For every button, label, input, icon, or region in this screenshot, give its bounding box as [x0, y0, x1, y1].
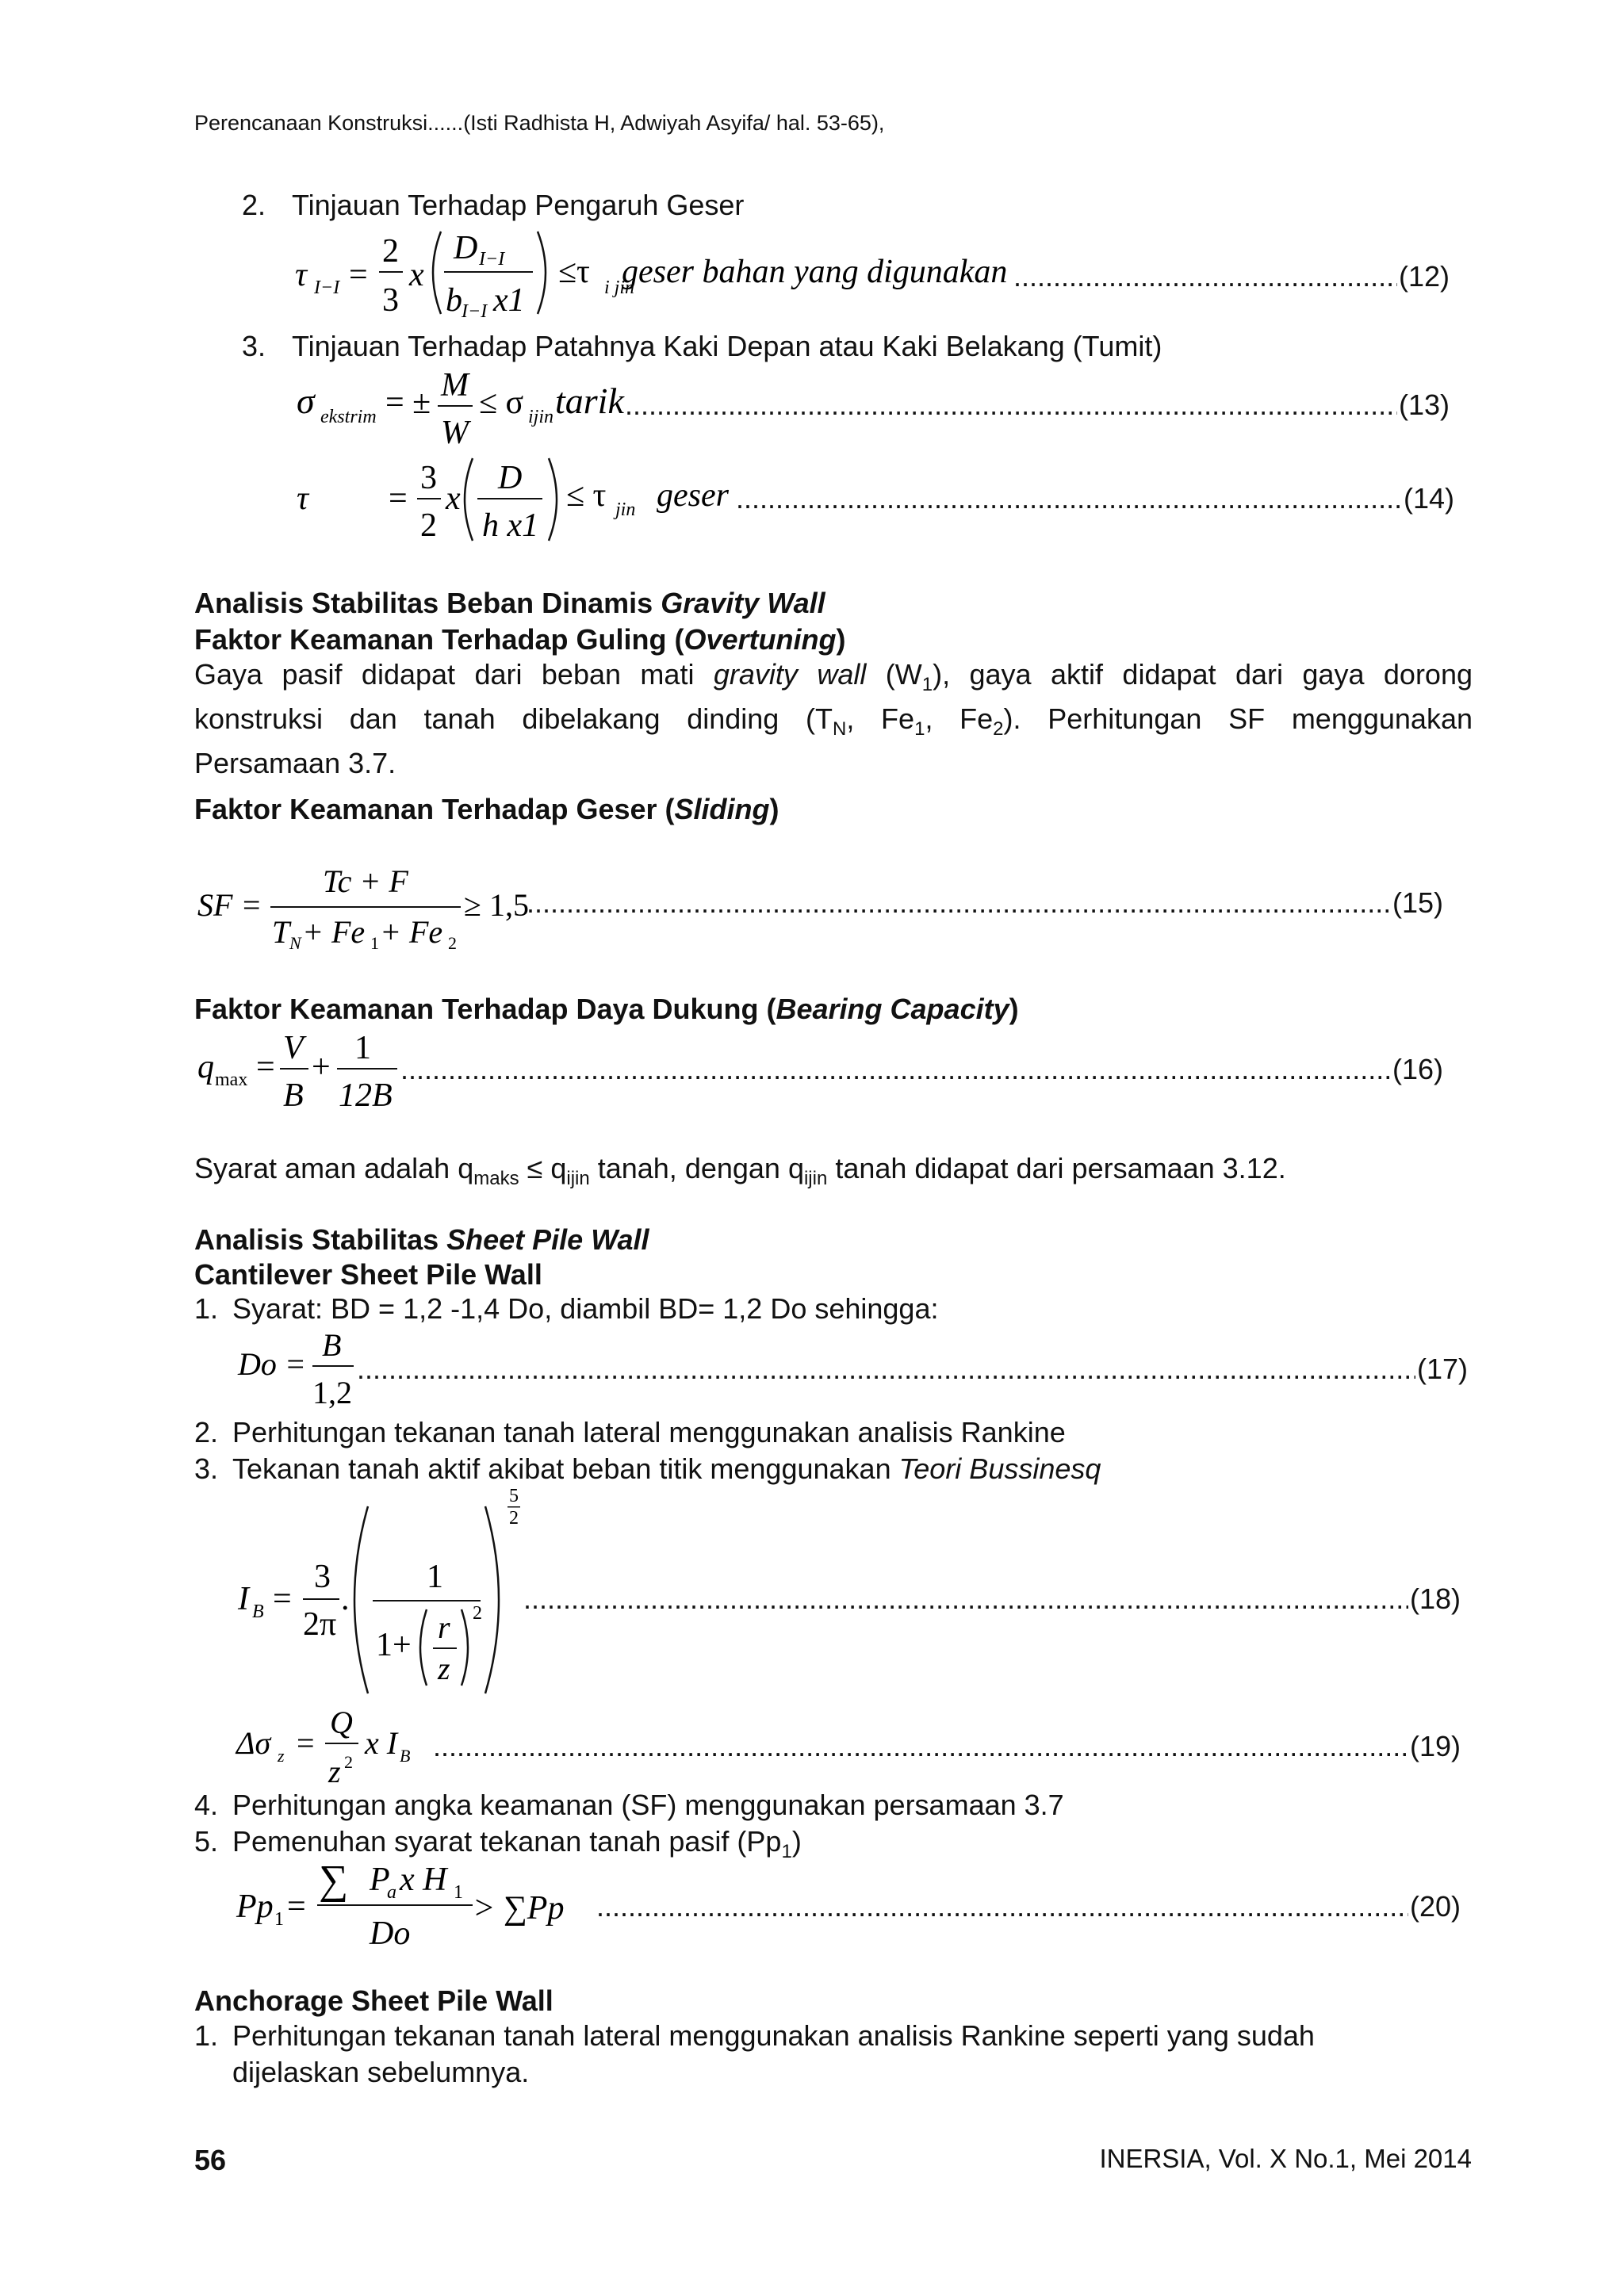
- eq12-relation-sub: i jin: [604, 277, 635, 298]
- eq20-lhs-sub: 1: [274, 1909, 284, 1930]
- text-span: Syarat aman adalah q: [194, 1152, 474, 1184]
- subsection-text: ): [1009, 993, 1019, 1025]
- text-span: tanah, dengan q: [589, 1152, 804, 1184]
- equation-number: (19): [1410, 1730, 1461, 1762]
- section-heading: [194, 587, 825, 620]
- list-item-number: 2.: [242, 189, 266, 221]
- equation-number: (16): [1392, 1053, 1444, 1085]
- eq16-num1: V: [283, 1030, 304, 1066]
- text-span-italic: gravity wall: [713, 658, 867, 691]
- equation-19-formula: [230, 1697, 436, 1792]
- leader-dots: [523, 1582, 1408, 1616]
- eq12-inner-den-sub: I−I: [462, 301, 488, 322]
- subscript: ijin: [566, 1168, 590, 1190]
- eq18-inner-fraction-bar: [373, 1600, 481, 1601]
- eq13-relation-sub: ijin: [528, 407, 554, 427]
- leader-dots: [433, 1730, 1408, 1763]
- eq18-num: 3: [314, 1559, 331, 1595]
- leader-dots: [357, 1353, 1415, 1386]
- eq15-fraction-bar: [270, 906, 461, 908]
- journal-footer: INERSIA, Vol. X No.1, Mei 2014: [1099, 2144, 1472, 2173]
- subsection-italic: Sliding: [674, 793, 770, 825]
- text-span: , Fe: [846, 702, 915, 736]
- eq14-relation: ≤ τ: [566, 477, 607, 514]
- eq17-num: B: [322, 1327, 342, 1363]
- eq13-tail: tarik: [555, 381, 624, 421]
- eq19-num: Q: [330, 1705, 353, 1740]
- equation-16-formula: [194, 1027, 416, 1118]
- list-item-text: Syarat: BD = 1,2 -1,4 Do, diambil BD= 1,2 Do sehingga:: [232, 1292, 939, 1325]
- list-item-text: Perhitungan tekanan tanah lateral menggunakan analisis Rankine: [232, 1416, 1066, 1448]
- eq18-exp-den: 2: [509, 1508, 519, 1529]
- eq15-den-sub2: 1: [370, 933, 379, 953]
- list-item-text: dijelaskan sebelumnya.: [232, 2056, 530, 2088]
- eq14-tail: geser: [657, 477, 729, 514]
- eq12-inner-num-sub: I−I: [479, 249, 505, 270]
- list-item-text: Tinjauan Terhadap Patahnya Kaki Depan atau Kaki Belakang (Tumit): [292, 330, 1162, 362]
- subsection-heading: Cantilever Sheet Pile Wall: [194, 1258, 542, 1291]
- eq18-fraction-bar: [303, 1598, 339, 1600]
- eq16-lhs-sub: max: [215, 1070, 248, 1090]
- eq12-inner-den-rest: x1: [493, 282, 525, 319]
- subscript: maks: [473, 1168, 519, 1190]
- leader-dots: [596, 1890, 1408, 1923]
- eq13-relation: ≤ σ: [479, 385, 524, 421]
- subsection-italic: Overtuning: [684, 623, 837, 656]
- eq14-fraction-bar: [417, 498, 441, 499]
- eq19-lhs-sub: z: [278, 1746, 285, 1766]
- subsection-text: Faktor Keamanan Terhadap Daya Dukung (: [194, 993, 776, 1025]
- eq18-lhs: I: [238, 1581, 249, 1617]
- eq12-inner-den-b: b: [446, 282, 462, 319]
- syarat-line: [194, 1152, 1286, 1190]
- eq18-outer-right-paren: [485, 1506, 499, 1693]
- eq19-fraction-bar: [325, 1743, 358, 1744]
- eq15-lhs: SF =: [197, 887, 262, 923]
- subsection-italic: Bearing Capacity: [776, 993, 1009, 1025]
- subscript: ijin: [803, 1168, 828, 1190]
- text-span: ≤ q: [519, 1152, 567, 1184]
- text-span: ), gaya aktif didapat dari gaya dorong: [933, 658, 1473, 691]
- eq14-num: 3: [420, 460, 437, 496]
- section-heading-italic: Sheet Pile Wall: [446, 1223, 649, 1256]
- eq12-lhs-sub: I−I: [314, 277, 340, 298]
- equation-number: (12): [1399, 260, 1450, 293]
- section-heading-text: Analisis Stabilitas Beban Dinamis: [194, 587, 661, 619]
- list-item-number: 5.: [194, 1825, 219, 1858]
- eq14-inner-fraction-bar: [477, 498, 542, 499]
- eq19-tail-sub: B: [400, 1746, 411, 1766]
- eq16-fraction-bar-1: [280, 1068, 308, 1070]
- eq15-den-c: + Fe: [380, 914, 443, 950]
- eq15-den-sub1: N: [289, 933, 301, 953]
- subsection-text: Faktor Keamanan Terhadap Geser (: [194, 793, 675, 825]
- list-item-number: 4.: [194, 1789, 219, 1821]
- eq14-inner-den: h x1: [482, 507, 539, 544]
- leader-dots: [736, 482, 1402, 515]
- eq15-num: Tc + F: [323, 863, 408, 899]
- subscript: 1: [781, 1841, 792, 1863]
- leader-dots: [527, 886, 1391, 920]
- eq18-square: 2: [473, 1603, 482, 1624]
- eq13-lhs: σ: [297, 381, 315, 421]
- list-item-number: 2.: [194, 1416, 219, 1448]
- subsection-heading: [194, 623, 845, 656]
- section-heading-text: Analisis Stabilitas: [194, 1223, 447, 1256]
- paragraph-line: [194, 702, 1473, 746]
- list-item-text: Perhitungan tekanan tanah lateral menggunakan analisis Rankine seperti yang sudah: [232, 2019, 1315, 2052]
- equation-18-formula: [230, 1483, 531, 1697]
- eq16-lhs: q: [197, 1049, 214, 1085]
- eq15-den-a: T: [272, 914, 290, 950]
- list-item-number: 3.: [194, 1452, 219, 1485]
- section-heading-italic: Gravity Wall: [661, 587, 825, 619]
- eq12-equals: =: [349, 257, 368, 293]
- subscript: 2: [993, 718, 1004, 740]
- eq15-den-sub3: 2: [448, 933, 457, 953]
- eq12-left-paren: [433, 232, 441, 314]
- eq16-fraction-bar-2: [337, 1068, 397, 1070]
- eq17-fraction-bar: [312, 1365, 354, 1367]
- eq20-fraction-bar: [317, 1904, 473, 1906]
- section-heading: [194, 1223, 649, 1257]
- eq20-num-b: x H: [400, 1862, 447, 1898]
- eq14-den: 2: [420, 507, 437, 544]
- text-span: ): [791, 1825, 802, 1858]
- equation-number: (15): [1392, 886, 1444, 919]
- leader-dots: [1013, 260, 1397, 293]
- equation-12-formula: [285, 222, 1023, 325]
- text-span: tanah didapat dari persamaan 3.12.: [827, 1152, 1286, 1184]
- subscript: 1: [921, 674, 933, 696]
- eq18-rz-bar: [433, 1647, 457, 1649]
- list-item-number: 3.: [242, 330, 266, 362]
- eq18-dot: .: [341, 1581, 350, 1617]
- paragraph-guling: [194, 657, 1473, 780]
- eq20-relation: > ∑Pp: [473, 1890, 565, 1927]
- equation-13-formula: [285, 361, 634, 452]
- subscript: N: [833, 718, 847, 740]
- eq16-plus: +: [312, 1049, 331, 1085]
- equation-number: (17): [1417, 1353, 1469, 1385]
- eq13-lhs-sub: ekstrim: [320, 407, 377, 427]
- eq14-right-paren: [549, 458, 557, 541]
- eq13-den: W: [441, 415, 469, 451]
- running-header: Perencanaan Konstruksi......(Isti Radhista H, Adwiyah Asyifa/ hal. 53-65),: [194, 111, 885, 135]
- eq18-outer-left-paren: [354, 1506, 368, 1693]
- text-span: (W: [866, 658, 922, 691]
- subsection-text: ): [836, 623, 846, 656]
- subscript: 1: [914, 718, 925, 740]
- eq18-inner-right-paren: [462, 1609, 468, 1686]
- equation-number: (14): [1404, 482, 1455, 515]
- text-span-italic: Teori Bussinesq: [898, 1452, 1101, 1485]
- text-span: konstruksi dan tanah dibelakang dinding (T: [194, 702, 833, 736]
- eq18-r: r: [438, 1609, 450, 1645]
- eq17-lhs: Do =: [238, 1346, 306, 1382]
- eq12-inner-fraction-bar: [444, 271, 533, 273]
- subsection-text: ): [769, 793, 779, 825]
- text-span: Tekanan tanah aktif akibat beban titik menggunakan: [232, 1452, 899, 1485]
- eq14-left-paren: [465, 458, 473, 541]
- eq12-fraction-bar: [379, 271, 403, 273]
- eq18-inner-den: 1+: [376, 1627, 412, 1663]
- equation-number: (18): [1410, 1582, 1461, 1615]
- eq20-lhs: Pp: [236, 1888, 274, 1925]
- eq19-tail: x I: [365, 1725, 398, 1761]
- text-span: Gaya pasif didapat dari beban mati: [194, 658, 714, 691]
- eq18-lhs-sub: B: [252, 1601, 264, 1622]
- eq18-equals: =: [273, 1581, 292, 1617]
- eq12-tail: geser bahan yang digunakan: [622, 254, 1008, 290]
- eq20-equals: =: [287, 1888, 306, 1925]
- eq20-num-sub1: a: [387, 1882, 396, 1903]
- eq19-equals: =: [297, 1725, 315, 1761]
- page-number: 56: [194, 2144, 227, 2176]
- equation-15-formula: [194, 860, 543, 963]
- equation-14-formula: [285, 452, 745, 551]
- list-item-text: Perhitungan angka keamanan (SF) menggunakan persamaan 3.7: [232, 1789, 1064, 1821]
- eq17-den: 1,2: [312, 1375, 352, 1410]
- list-item-number: 1.: [194, 1292, 219, 1325]
- eq20-num-a: P: [370, 1862, 390, 1898]
- eq16-den2: 12B: [339, 1077, 393, 1114]
- eq14-relation-sub: jin: [615, 499, 636, 520]
- subsection-text: Faktor Keamanan Terhadap Guling (: [194, 623, 684, 656]
- text-span: ). Perhitungan SF menggunakan: [1003, 702, 1473, 736]
- eq18-den: 2π: [303, 1606, 337, 1643]
- eq12-num: 2: [382, 233, 399, 270]
- eq13-equals: = ±: [385, 385, 431, 421]
- list-item-text: [232, 1452, 1101, 1486]
- paragraph-line: Persamaan 3.7.: [194, 747, 396, 780]
- leader-dots: [625, 388, 1397, 422]
- list-item-number: 1.: [194, 2019, 219, 2052]
- eq19-den: z: [328, 1754, 341, 1789]
- eq19-den-sup: 2: [344, 1752, 353, 1772]
- eq18-z: z: [438, 1651, 450, 1686]
- eq14-x: x: [446, 480, 461, 517]
- eq12-right-paren: [538, 232, 546, 314]
- eq20-sum: ∑: [319, 1858, 349, 1903]
- eq15-den-b: + Fe: [302, 914, 366, 950]
- paragraph-line: [194, 657, 1473, 702]
- eq14-lhs: τ: [297, 480, 309, 517]
- eq12-relation: ≤τ: [558, 254, 590, 290]
- text-span: , Fe: [925, 702, 994, 736]
- eq12-x: x: [409, 257, 424, 293]
- eq13-fraction-bar: [438, 405, 473, 407]
- eq13-num: M: [441, 367, 469, 404]
- equation-20-formula: [230, 1855, 595, 1958]
- eq14-equals: =: [389, 480, 408, 517]
- eq15-relation: ≥ 1,5: [464, 887, 529, 923]
- subsection-heading: [194, 993, 1019, 1026]
- eq18-inner-num: 1: [427, 1559, 443, 1595]
- eq18-inner-left-paren: [420, 1609, 427, 1686]
- text-span: Pemenuhan syarat tekanan tanah pasif (Pp: [232, 1825, 782, 1858]
- eq12-den: 3: [382, 282, 399, 319]
- subsection-heading: Anchorage Sheet Pile Wall: [194, 1984, 553, 2017]
- equation-number: (20): [1410, 1890, 1461, 1923]
- eq12-inner-num: D: [454, 230, 478, 266]
- equation-number: (13): [1399, 388, 1450, 421]
- eq20-num-sub2: 1: [454, 1882, 463, 1903]
- subsection-heading: [194, 793, 779, 826]
- list-item-text: Tinjauan Terhadap Pengaruh Geser: [292, 189, 745, 221]
- eq20-den: Do: [370, 1915, 411, 1952]
- eq19-lhs: Δσ: [236, 1725, 271, 1761]
- equation-17-formula: [230, 1326, 373, 1413]
- eq16-num2: 1: [354, 1030, 371, 1066]
- leader-dots: [400, 1053, 1390, 1086]
- eq18-exp-num: 5: [509, 1486, 519, 1506]
- eq16-den1: B: [283, 1077, 304, 1114]
- eq12-lhs: τ: [295, 257, 308, 293]
- eq14-inner-num: D: [498, 460, 523, 496]
- eq16-equals: =: [256, 1049, 275, 1085]
